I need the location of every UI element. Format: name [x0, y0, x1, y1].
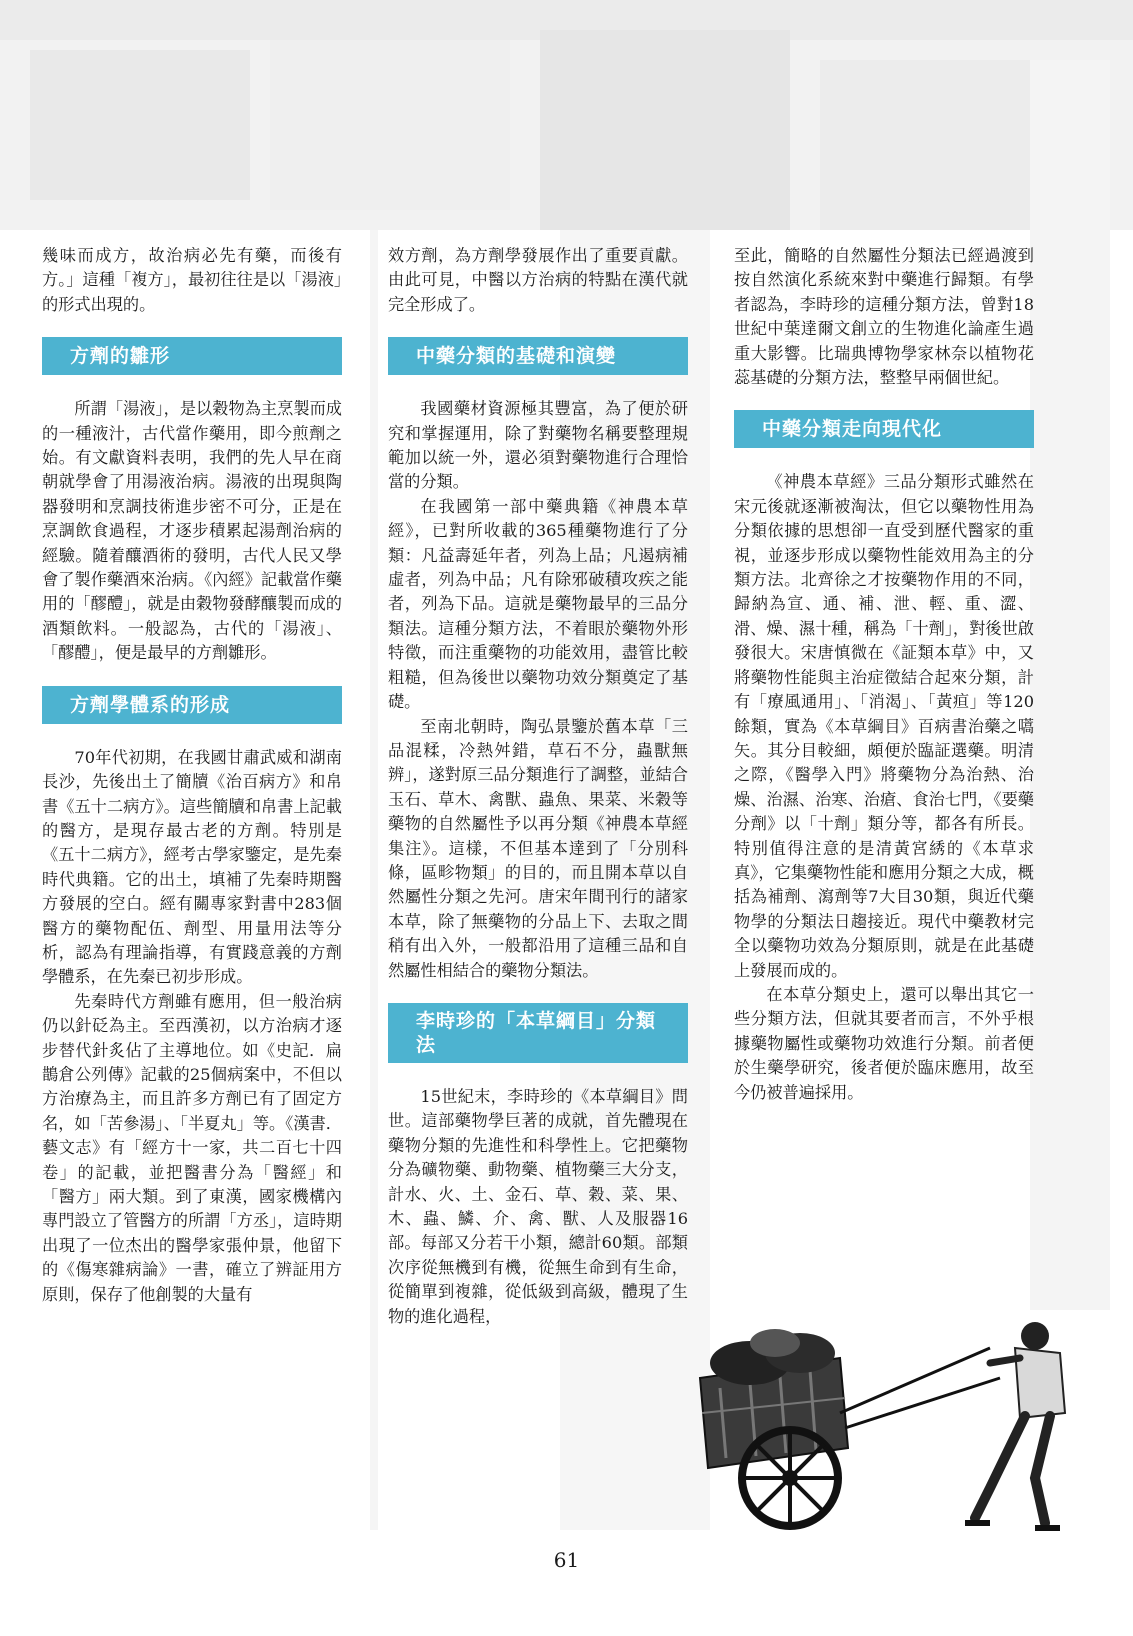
man-pulling-cart-illustration [690, 1318, 1090, 1548]
column-2 [388, 244, 688, 1329]
col1-paragraph-4: 先秦時代方劑雖有應用，但一般治病仍以針砭為主。至西漢初，以方治病才逐步替代針炙佔了主導地位。如《史記．扁鵲倉公列傳》記載的25個病案中，不但以方治療為主，而且許多方劑已有了固定方名，如「苦參湯」、「半夏丸」等。《漢書．藝文志》有「經方十一家，共二百七十四卷」的記載，並把醫書分為「醫經」和「醫方」兩大類。到了東漢，國家機構內專門設立了管醫方的所謂「方丞」，這時期出現了一位杰出的醫學家張仲景，他留下的《傷寒雜病論》一書，確立了辨証用方原則，保存了他創製的大量有 [42, 991, 342, 1304]
section-heading-bencao-gangmu: 李時珍的「本草綱目」分類法 [388, 1003, 688, 1063]
section-heading-modernization: 中藥分類走向現代化 [734, 410, 1034, 448]
col3-paragraph-3: 在本草分類史上，還可以舉出其它一些分類方法，但就其要者而言，不外乎根據藥物屬性或藥物功效進行分類。前者便於生藥學研究，後者便於臨床應用，故至今仍被普遍採用。 [734, 984, 1034, 1102]
col1-paragraph-3: 70年代初期，在我國甘肅武威和湖南長沙，先後出土了簡牘《治百病方》和帛書《五十二病方》。這些簡牘和帛書上記載的醫方，是現存最古老的方劑。特別是《五十二病方》，經考古學家鑒定，是先秦時代典籍。它的出土，填補了先秦時期醫方發展的空白。經有關專家對書中283個醫方的藥物配伍、劑型、用量用法等分析，認為有理論指導，有實踐意義的方劑學體系，在先秦已初步形成。 [42, 747, 342, 987]
page-number: 61 [553, 1548, 580, 1572]
column-1 [42, 244, 342, 1307]
section-heading-prescription-system: 方劑學體系的形成 [42, 686, 342, 724]
col2-paragraph-4: 至南北朝時，陶弘景鑒於舊本草「三品混糅，冷熱舛錯，草石不分，蟲獸無辨」，遂對原三品分類進行了調整，並結合玉石、草木、禽獸、蟲魚、果菜、米穀等藥物的自然屬性予以再分類《神農本草經集注》。這樣，不但基本達到了「分別科條，區畛物類」的目的，而且開本草以自然屬性分類之先河。唐宋年間刊行的諸家本草，除了無藥物的分品上下、去取之間稍有出入外，一般都沿用了這種三品和自然屬性相結合的藥物分類法。 [388, 716, 688, 980]
section-heading-classification-basis: 中藥分類的基礎和演變 [388, 337, 688, 375]
cart [700, 1329, 848, 1526]
col2-paragraph-2: 我國藥材資源極其豐富，為了便於研究和掌握運用，除了對藥物名稱要整理規範加以統一外，還必須對藥物進行合理恰當的分類。 [388, 399, 688, 492]
col3-paragraph-2: 《神農本草經》三品分類形式雖然在宋元後就逐漸被淘汰，但它以藥物性用為分類依據的思想卻一直受到歷代醫家的重視，並逐步形成以藥物性能效用為主的分類方法。北齊徐之才按藥物作用的不同，歸納為宣、通、補、泄、輕、重、澀、滑、燥、濕十種，稱為「十劑」，對後世啟發很大。宋唐慎微在《証類本草》中，又將藥物性能與主治症徵結合起來分類，計有「療風通用」、「消渴」、「黃疸」等120餘類，實為《本草綱目》百病書治藥之嚆矢。其分目較細，頗便於臨証選藥。明清之際，《醫學入門》將藥物分為治熱、治燥、治濕、治寒、治瘡、食治七門，《要藥分劑》以「十劑」類分等，都各有所長。特別值得注意的是清黃宮綉的《本草求真》，它集藥物性能和應用分類之大成，概括為補劑、瀉劑等7大目30類，與近代藥物學的分類法日趨接近。現代中藥教材完全以藥物功效為分類原則，就是在此基礎上發展而成的。 [734, 472, 1034, 980]
column-3 [734, 244, 1034, 1105]
col2-paragraph-5: 15世紀末，李時珍的《本草綱目》問世。這部藥物學巨著的成就，首先體現在藥物分類的先進性和科學性上。它把藥物分為礦物藥、動物藥、植物藥三大分支，計水、火、土、金石、草、穀、菜、果、木、蟲、鱗、介、禽、獸、人及服器16部。每部又分若干小類，總計60類。部類次序從無機到有機，從無生命到有生命，從簡單到複雜，從低級到高級，體現了生物的進化過程， [388, 1086, 688, 1326]
col3-paragraph-1: 至此，簡略的自然屬性分類法已經過渡到按自然演化系統來對中藥進行歸類。有學者認為，李時珍的這種分類方法，曾對18世紀中葉達爾文創立的生物進化論產生過重大影響。比瑞典博物學家林奈以植物花蕊基礎的分類方法，整整早兩個世紀。 [734, 246, 1034, 388]
col1-paragraph-2: 所謂「湯液」，是以穀物為主烹製而成的一種液汁，古代當作藥用，即今煎劑之始。有文獻資料表明，我們的先人早在商朝就學會了用湯液治病。湯液的出現與陶器發明和烹調技術進步密不可分，正是在烹調飲食過程，才逐步積累起湯劑治病的經驗。隨着釀酒術的發明，古代人民又學會了製作藥酒來治病。《內經》記載當作藥用的「醪醴」，就是由穀物發酵釀製而成的酒類飲料。一般認為，古代的「湯液」、「醪醴」，便是最早的方劑雛形。 [42, 399, 342, 663]
col1-paragraph-1: 幾味而成方，故治病必先有藥，而後有方。」這種「複方」，最初往往是以「湯液」的形式出現的。 [42, 246, 342, 314]
col2-paragraph-1: 效方劑，為方劑學發展作出了重要貢獻。由此可見，中醫以方治病的特點在漢代就完全形成了。 [388, 246, 688, 314]
section-heading-prescription-origin: 方劑的雛形 [42, 337, 342, 375]
col2-paragraph-3: 在我國第一部中藥典籍《神農本草經》，已對所收載的365種藥物進行了分類：凡益壽延年者，列為上品；凡遏病補虛者，列為中品；凡有除邪破積攻疾之能者，列為下品。這就是藥物最早的三品分類法。這種分類方法，不着眼於藥物外形特徵，而注重藥物的功能效用，盡管比較粗糙，但為後世以藥物功效分類奠定了基礎。 [388, 496, 688, 712]
